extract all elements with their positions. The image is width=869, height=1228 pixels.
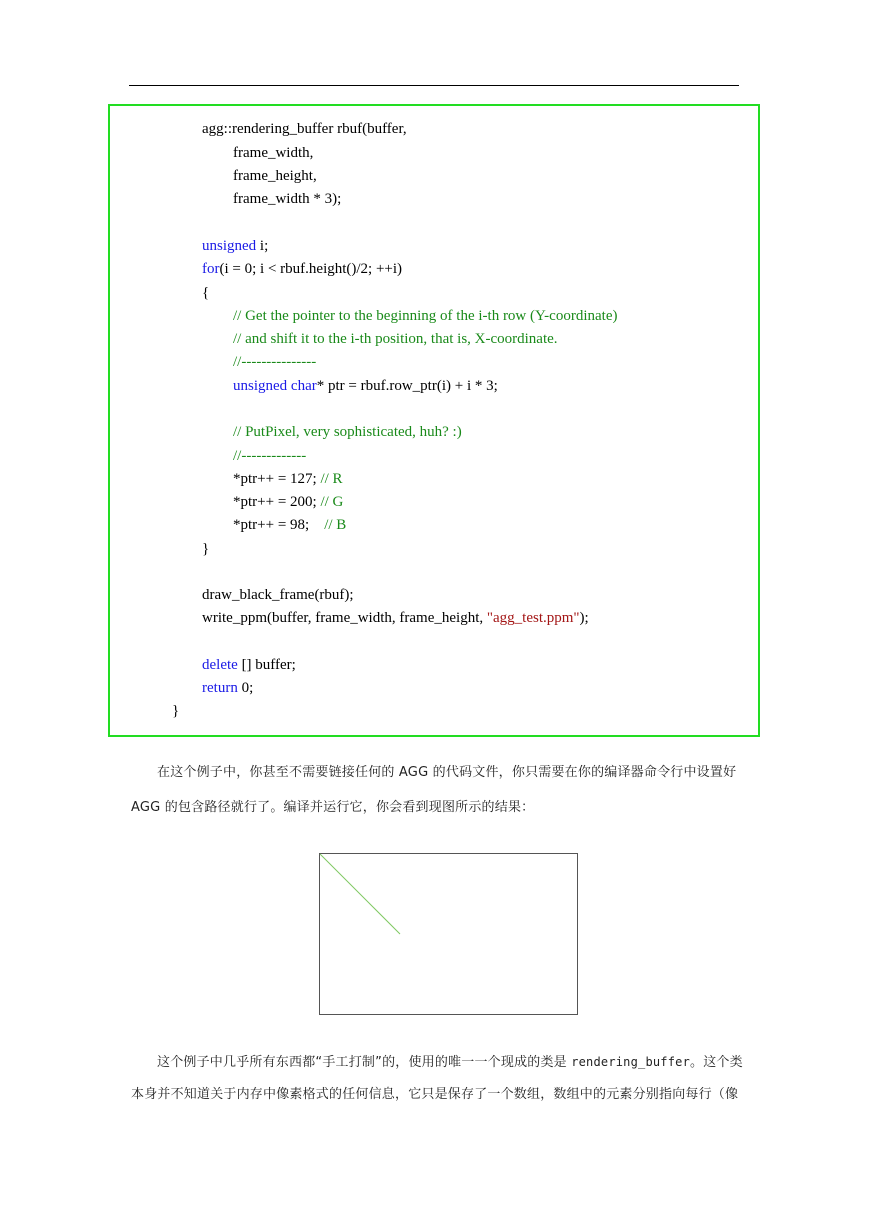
code-text: 0; [237, 680, 254, 696]
code-text: write_ppm(buffer, frame_width, frame_height, [202, 610, 487, 626]
code-comment: // PutPixel, very sophisticated, huh? :) [233, 424, 462, 440]
code-line [233, 516, 346, 534]
code-text: draw_black_frame(rbuf); [202, 587, 354, 603]
code-line [202, 284, 209, 302]
code-comment: // G [320, 494, 344, 510]
code-comment: //--------------- [233, 354, 317, 370]
code-text: { [202, 285, 210, 301]
paragraph-1-line-2: AGG 的包含路径就行了。编译并运行它，你会看到现图所示的结果： [131, 800, 535, 815]
code-line [202, 237, 268, 255]
code-text: *ptr++ = 127; [233, 471, 321, 487]
code-line [202, 120, 407, 138]
code-text: *ptr++ = 98; [233, 517, 325, 533]
paragraph-2-line-1 [157, 1053, 743, 1072]
code-line [233, 493, 343, 511]
code-block [108, 104, 760, 737]
code-text: frame_width * 3); [233, 191, 342, 207]
code-line [233, 377, 498, 395]
result-figure [319, 853, 578, 1015]
code-comment: // R [320, 471, 343, 487]
code-text: (i = 0; i < rbuf.height()/2; ++i) [219, 261, 403, 277]
code-text: frame_width, [233, 145, 314, 161]
header-rule [129, 85, 739, 86]
code-comment: // and shift it to the i-th position, that is, X-coordinate. [233, 331, 558, 347]
code-line [233, 423, 462, 441]
code-line [202, 540, 209, 558]
code-line [202, 260, 402, 278]
paragraph-2-text-a: 这个例子中几乎所有东西都“手工打制”的，使用的唯一一个现成的类是 [157, 1055, 572, 1070]
code-keyword: delete [202, 657, 238, 673]
code-line [172, 702, 179, 720]
code-line [233, 144, 313, 162]
code-line [202, 656, 296, 674]
code-text: } [172, 703, 180, 719]
code-text: agg::rendering_buffer rbuf(buffer, [202, 121, 407, 137]
figure-frame [320, 854, 578, 1015]
code-line [233, 353, 316, 371]
code-comment: //------------- [233, 448, 307, 464]
code-text: [] buffer; [237, 657, 296, 673]
code-line [233, 447, 306, 465]
code-text: frame_height, [233, 168, 317, 184]
paragraph-2-line-2: 本身并不知道关于内存中像素格式的任何信息，它只是保存了一个数组，数组中的元素分别指向每行（像 [131, 1087, 739, 1102]
code-line [233, 307, 617, 325]
code-keyword: return [202, 680, 238, 696]
code-text: ); [579, 610, 589, 626]
code-text: * ptr = rbuf.row_ptr(i) + i * 3; [316, 378, 498, 394]
code-line [233, 190, 341, 208]
code-keyword: unsigned char [233, 378, 317, 394]
code-line [233, 167, 317, 185]
code-text: i; [256, 238, 269, 254]
inline-code-rendering-buffer: rendering_buffer [571, 1055, 690, 1069]
code-string: "agg_test.ppm" [486, 610, 580, 626]
paragraph-1-line-1: 在这个例子中，你甚至不需要链接任何的 AGG 的代码文件，你只需要在你的编译器命令行中设置好 [157, 765, 737, 780]
code-keyword: unsigned [202, 238, 257, 254]
code-line [233, 330, 558, 348]
code-line [233, 470, 343, 488]
code-comment: // Get the pointer to the beginning of the i-th row (Y-coordinate) [233, 308, 618, 324]
code-keyword: for [202, 261, 220, 277]
code-comment: // B [324, 517, 347, 533]
code-line [202, 679, 253, 697]
code-line [202, 586, 354, 604]
code-text: } [202, 541, 210, 557]
code-line [202, 609, 589, 627]
paragraph-2-text-b: 。这个类 [690, 1055, 743, 1070]
code-text: *ptr++ = 200; [233, 494, 321, 510]
